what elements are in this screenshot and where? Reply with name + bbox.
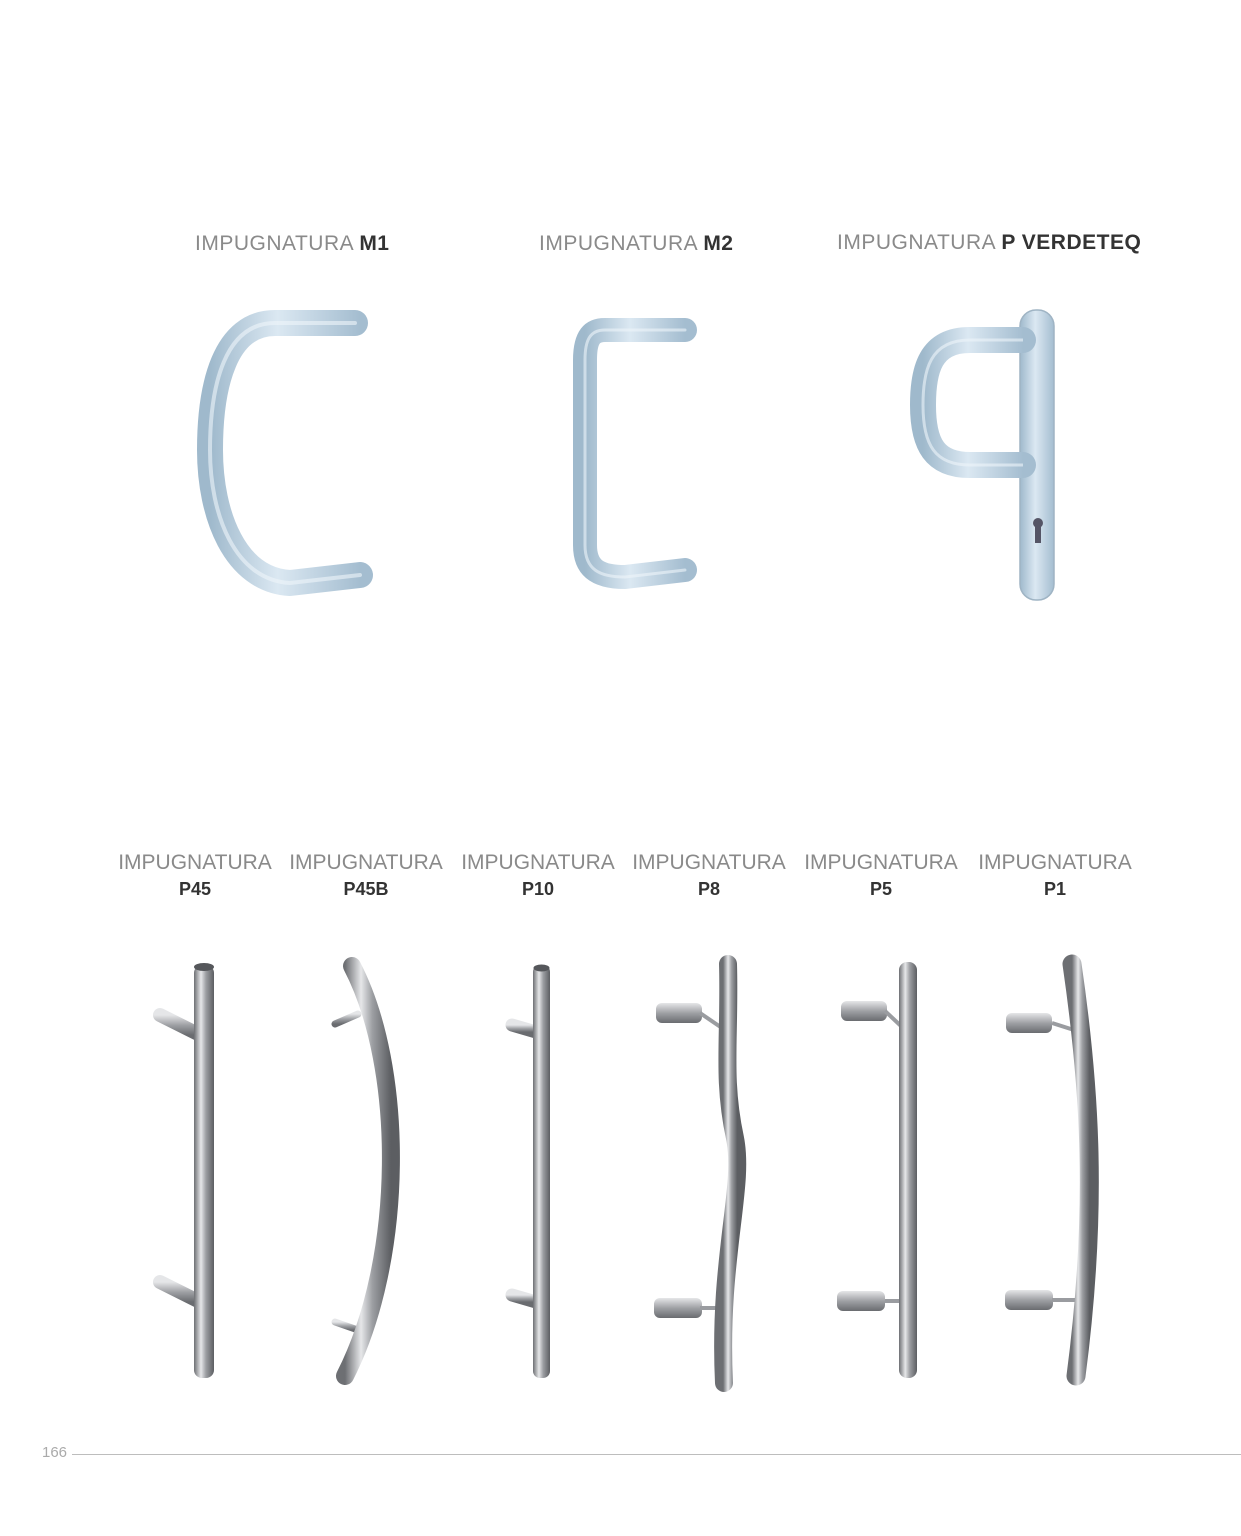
page-number: 166	[42, 1444, 68, 1461]
handle-p45b-image	[320, 958, 410, 1383]
label-p10: IMPUGNATURA P10	[461, 851, 615, 899]
handle-m1-image	[195, 305, 385, 605]
label-p5: IMPUGNATURA P5	[804, 851, 958, 899]
label-p-verdeteq: IMPUGNATURA P VERDETEQ	[837, 231, 1142, 254]
handle-m2-image	[565, 315, 705, 595]
footer-rule	[72, 1454, 1241, 1455]
label-p8: IMPUGNATURA P8	[632, 851, 786, 899]
label-m1: IMPUGNATURA M1	[195, 232, 390, 255]
handle-p45-image	[140, 960, 230, 1385]
handle-p8-image	[650, 958, 760, 1388]
handle-p1-image	[1000, 958, 1110, 1383]
label-m2: IMPUGNATURA M2	[539, 232, 734, 255]
handle-p-verdeteq-image	[905, 305, 1065, 605]
label-p45: IMPUGNATURA P45	[118, 851, 272, 899]
handle-p5-image	[835, 958, 925, 1383]
handle-p10-image	[500, 960, 570, 1385]
label-p45b: IMPUGNATURA P45B	[289, 851, 443, 899]
label-p1: IMPUGNATURA P1	[978, 851, 1132, 899]
